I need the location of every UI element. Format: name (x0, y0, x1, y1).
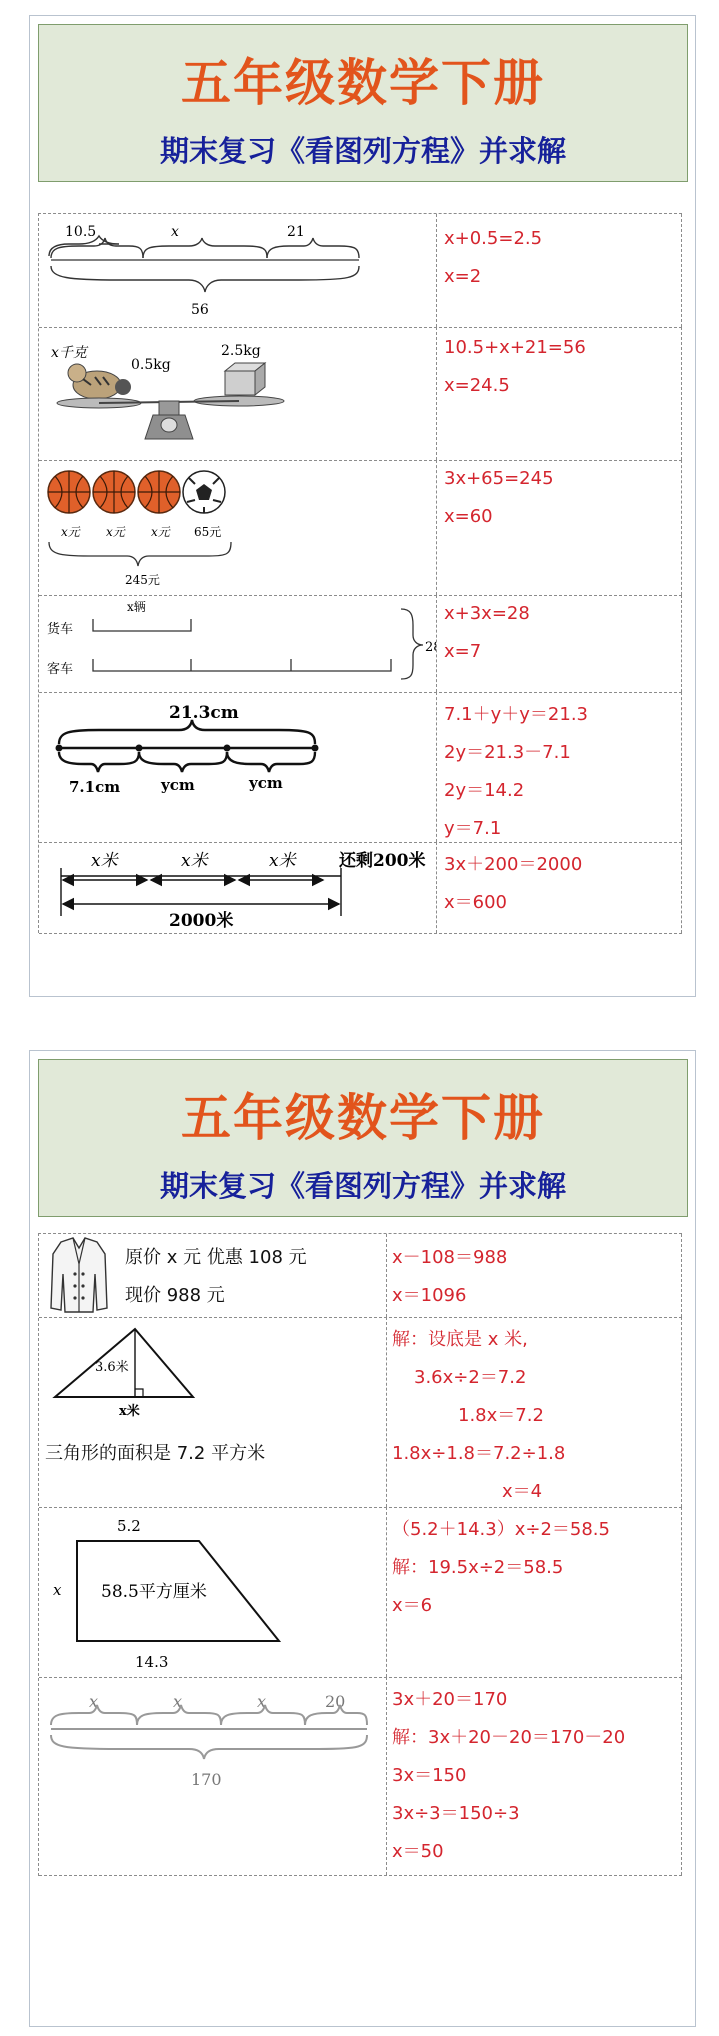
answer-cell (436, 595, 682, 692)
label-total: 2000米 (169, 911, 234, 931)
answer-line: x＝4 (502, 1481, 543, 1502)
label-a: 10.5 (65, 224, 97, 240)
page-subtitle: 期末复习《看图列方程》并求解 (159, 1169, 566, 1203)
balls-diagram (39, 460, 436, 595)
answer-line: x=7 (444, 641, 482, 662)
answer-cell (386, 1507, 682, 1677)
label-bus: 客车 (47, 662, 74, 677)
cat-icon (68, 364, 131, 399)
label-x: x (257, 1692, 267, 1711)
label-cat-weight: x千克 (51, 345, 87, 361)
answer-line: x＝1096 (392, 1285, 467, 1306)
label-side: x (53, 1581, 62, 1599)
label-x: x (89, 1692, 99, 1711)
answer-line: 2y＝21.3－7.1 (444, 742, 571, 763)
problem-text: 现价 988 元 (125, 1285, 225, 1306)
answer-line: 3x+65=245 (444, 468, 554, 489)
figure-cell (39, 595, 442, 692)
label-rest: 20 (325, 1692, 346, 1711)
problem-row (39, 1677, 682, 1876)
label-price: 65元 (194, 525, 222, 539)
answer-line: x＝6 (392, 1595, 433, 1616)
answer-line: x＝600 (444, 892, 508, 913)
worksheet-page-2 (29, 1050, 696, 2027)
answer-cell (386, 1677, 682, 1875)
answer-line: （5.2＋14.3）x÷2＝58.5 (392, 1519, 610, 1540)
label-truck: 货车 (47, 622, 74, 637)
problem-text: 三角形的面积是 7.2 平方米 (45, 1443, 266, 1464)
answer-line: x+0.5=2.5 (444, 228, 543, 249)
figure-cell (39, 1234, 387, 1317)
road-diagram (39, 842, 436, 933)
problem-row (39, 214, 682, 328)
answer-cell (436, 842, 682, 933)
answer-line: 解：设底是 x 米, (392, 1329, 528, 1350)
basketball-icon (138, 471, 180, 513)
worksheet-page-1 (29, 15, 696, 997)
label-x: x米 (91, 851, 118, 871)
answer-cell (386, 1234, 682, 1317)
segment-diagram (39, 692, 436, 842)
label-y: ycm (161, 776, 195, 794)
label-x: x (173, 1692, 183, 1711)
label-x: x (171, 224, 179, 240)
label-total: 170 (191, 1770, 222, 1789)
answer-line: 1.8x＝7.2 (458, 1405, 544, 1426)
label-height: 3.6米 (95, 1360, 129, 1375)
problem-text: 原价 x 元 优惠 108 元 (125, 1247, 307, 1268)
answer-line: y＝7.1 (444, 818, 502, 839)
answer-line: x=2 (444, 266, 482, 287)
figure-cell (39, 692, 437, 842)
answer-cell (436, 692, 682, 842)
label-bottom: 14.3 (135, 1653, 169, 1671)
answer-line: 3x÷3＝150÷3 (392, 1803, 520, 1824)
triangle-diagram (39, 1317, 386, 1437)
basketball-icon (48, 471, 90, 513)
answer-line: 7.1＋y＋y＝21.3 (444, 704, 589, 725)
label-total: 21.3cm (169, 703, 239, 723)
basketball-icon (93, 471, 135, 513)
title-banner (38, 1059, 688, 1217)
label-x: x米 (269, 851, 296, 871)
label-price: x元 (106, 525, 125, 539)
problem-row (39, 595, 682, 693)
label-a: 7.1cm (69, 778, 121, 796)
answer-line: x＝50 (392, 1841, 444, 1862)
problem-table (38, 213, 682, 933)
soccer-ball-icon (183, 471, 225, 513)
label-left-weight: 0.5kg (131, 357, 171, 373)
page-title: 五年级数学下册 (181, 53, 545, 112)
figure-cell (39, 1317, 387, 1507)
answer-line: 解：3x＋20－20＝170－20 (392, 1727, 626, 1748)
label-right-weight: 2.5kg (221, 343, 261, 359)
segment-diagram (39, 214, 436, 327)
title-banner (38, 24, 688, 182)
label-total: 56 (191, 302, 209, 318)
label-base: x米 (119, 1404, 140, 1419)
vehicle-diagram (39, 595, 442, 692)
figure-cell (39, 1507, 387, 1677)
problem-row (39, 1317, 682, 1508)
answer-line: 解：19.5x÷2＝58.5 (392, 1557, 564, 1578)
problem-row (39, 1507, 682, 1678)
box-weight-icon (225, 363, 265, 395)
scale-diagram (39, 327, 436, 460)
coat-icon (39, 1234, 119, 1317)
figure-cell (39, 460, 437, 595)
label-y: ycm (249, 774, 283, 792)
problem-row (39, 460, 682, 596)
label-total: 28 (425, 640, 442, 655)
page-subtitle: 期末复习《看图列方程》并求解 (159, 134, 566, 168)
answer-line: 2y＝14.2 (444, 780, 525, 801)
label-x: x米 (181, 851, 208, 871)
label-area: 58.5平方厘米 (101, 1582, 207, 1602)
problem-table (38, 1233, 682, 1876)
answer-line: 10.5+x+21=56 (444, 337, 586, 358)
label-price: x元 (61, 525, 80, 539)
answer-line: 1.8x÷1.8＝7.2÷1.8 (392, 1443, 566, 1464)
answer-line: 3x＋200＝2000 (444, 854, 583, 875)
page-title: 五年级数学下册 (181, 1088, 545, 1147)
figure-cell (39, 1677, 387, 1875)
answer-cell (436, 460, 682, 595)
answer-line: 3.6x÷2＝7.2 (414, 1367, 527, 1388)
answer-line: 3x＋20＝170 (392, 1689, 508, 1710)
problem-row (39, 327, 682, 461)
label-top: 5.2 (117, 1517, 141, 1535)
problem-row (39, 1234, 682, 1318)
figure-cell (39, 327, 437, 460)
problem-row (39, 842, 682, 934)
label-x-vehicles: x辆 (127, 600, 146, 614)
answer-cell (436, 214, 682, 327)
answer-line: x=60 (444, 506, 493, 527)
label-price: x元 (151, 525, 170, 539)
answer-line: x－108＝988 (392, 1247, 508, 1268)
answer-cell (386, 1317, 682, 1507)
trapezoid-diagram (39, 1507, 386, 1677)
balance-scale-icon (57, 396, 284, 439)
problem-row (39, 692, 682, 843)
label-total: 245元 (125, 573, 160, 587)
answer-line: x+3x=28 (444, 603, 530, 624)
segment-diagram (39, 1677, 386, 1875)
answer-cell (436, 327, 682, 460)
label-b: 21 (287, 224, 305, 240)
figure-cell (39, 214, 437, 327)
answer-line: x=24.5 (444, 375, 510, 396)
label-rest: 还剩200米 (339, 851, 426, 871)
answer-line: 3x＝150 (392, 1765, 467, 1786)
figure-cell (39, 842, 437, 933)
